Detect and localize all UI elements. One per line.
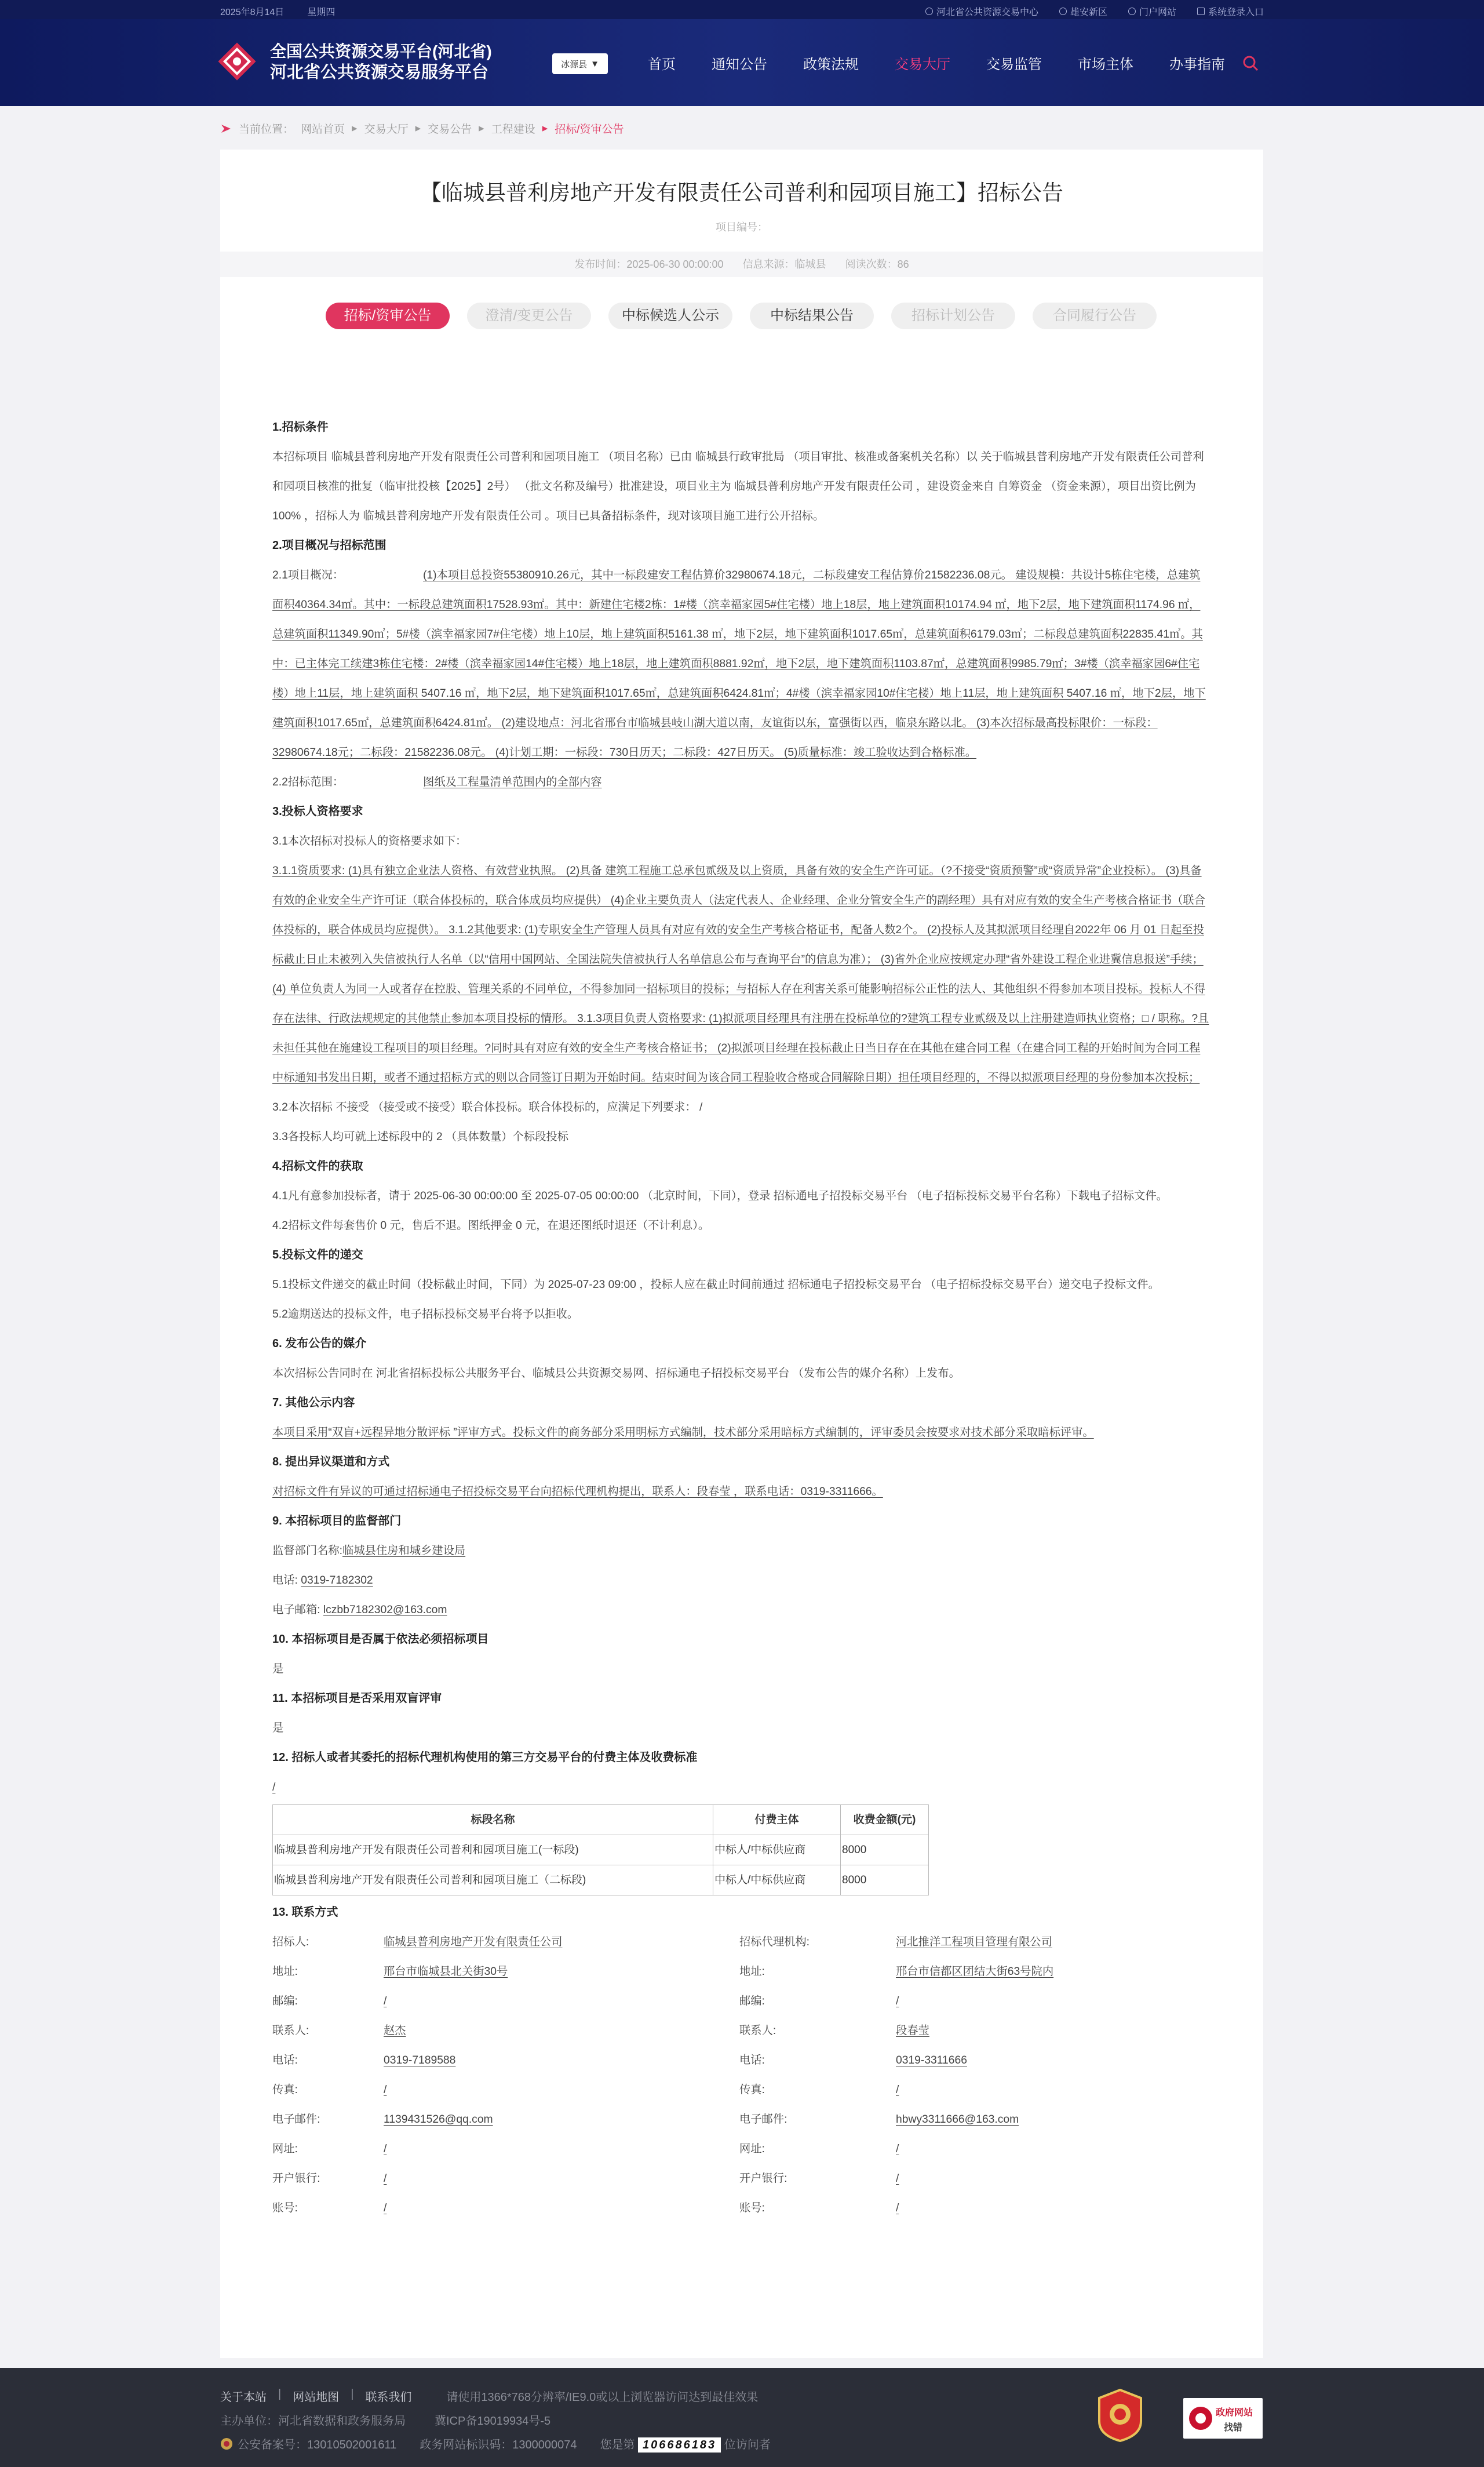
site-name[interactable]	[270, 41, 492, 83]
login-icon	[1197, 8, 1205, 15]
current-weekday: 星期四	[307, 8, 336, 17]
main-nav	[648, 53, 1261, 73]
article-card	[220, 150, 1263, 2358]
tab-clarification: 澄清/变更公告	[467, 303, 591, 329]
crumb-home[interactable]: 网站首页	[301, 123, 345, 136]
tab-contract: 合同履行公告	[1033, 303, 1157, 329]
section-heading: 13. 联系方式	[272, 1906, 338, 1919]
section-heading: 3.投标人资格要求	[272, 805, 363, 818]
top-link-center[interactable]: 河北省公共资源交易中心	[925, 5, 1038, 18]
nav-notices[interactable]: 通知公告	[712, 57, 767, 72]
party-gov-badge-icon[interactable]	[1097, 2389, 1143, 2442]
project-overview: (1)本项目总投资55380910.26元，其中一标段建安工程估算价32980674.18元，二标段建安工程估算价21582236.08元。 建设规模：共设计5栋住宅楼，总建筑面积40364.34㎡。其中：一标段总建筑面积17528.93㎡。其中：新建住宅楼2栋：1#楼（滨幸福家园5#住宅楼）地上18层，地上建筑面积10174.94 ㎡，地下2层，地下建筑面积1174.96 ㎡，总建筑面积11349.90㎡；5#楼（滨幸福家园7#住宅楼）地上10层，地上建筑面积5161.38 ㎡，地下2层，地下建筑面积1017.65㎡，总建筑面积6179.03㎡；二标段总建筑面积22835.41㎡。其中：已主体完工续建3栋住宅楼：2#楼（滨幸福家园14#住宅楼）地上18层，地上建筑面积8881.92㎡，地下2层，地下建筑面积1103.87㎡，总建筑面积9985.79㎡；3#楼（滨幸福家园6#住宅楼）地上11层，地上建筑面积 5407.16 ㎡，地下2层，地下建筑面积1017.65㎡，总建筑面积6424.81㎡；4#楼（滨幸福家园10#住宅楼）地上11层，地上建筑面积 5407.16 ㎡，地下2层，地下建筑面积1017.65㎡，总建筑面积6424.81㎡。 (2)建设地点：河北省邢台市临城县岐山湖大道以南，友谊街以东，富强街以西，临泉东路以北。 (3)本次招标最高投标限价：一标段：32980674.18元；二标段：21582236.08元。 (4)计划工期：一标段：730日历天；二标段：427日历天。 (5)质量标准：竣工验收达到合格标准。	[272, 569, 1206, 759]
site-name-line1: 全国公共资源交易平台(河北省)	[270, 42, 492, 60]
section-heading: 12. 招标人或者其委托的招标代理机构使用的第三方交易平台的付费主体及收费标准	[272, 1751, 698, 1764]
section-heading: 7. 其他公示内容	[272, 1396, 355, 1409]
search-icon[interactable]	[1240, 53, 1261, 74]
scope-row: 2.2招标范围： 图纸及工程量清单范围内的全部内容	[272, 767, 1211, 797]
qualification-text: 3.1.1资质要求: (1)具有独立企业法人资格、有效营业执照。 (2)具备 建筑工程施工总承包贰级及以上资质，具备有效的安全生产许可证。（?不接受“资质预警”或“资质异常”企业投标）。 (3)具备有效的企业安全生产许可证（联合体投标的，联合体成员均应提供） (4)企业主要负责人（法定代表人、企业经理、企业分管安全生产的副经理）具有对应有效的安全生产考核合格证书（联合体投标的，联合体成员均应提供）。 3.1.2其他要求: (1)专职安全生产管理人员具有对应有效的安全生产考核合格证书，配备人数2个。 (2)投标人及其拟派项目经理自2022年 06 月 01 日起至投标截止日止未被列入失信被执行人名单（以“信用中国网站、全国法院失信被执行人名单信息公布与查询平台”的信息为准）； (3)省外企业应按规定办理“省外建设工程企业进冀信息报送”手续； (4) 单位负责人为同一人或者存在控股、管理关系的不同单位，不得参加同一招标项目的投标；与招标人存在利害关系可能影响招标公正性的法人、其他组织不得参加本项目投标。投标人不得存在法律、行政法规规定的其他禁止参加本项目投标的情形。 3.1.3项目负责人资格要求: (1)拟派项目经理具有注册在投标单位的?建筑工程专业贰级及以上注册建造师执业资格；□ / 职称。?且未担任其他在施建设工程项目的项目经理。?同时具有对应有效的安全生产考核合格证书； (2)拟派项目经理在投标截止日当日存在在其他在建合同工程（在建合同工程的开始时间为合同工程中标通知书发出日期，或者不通过招标方式的则以合同签订日期为开始时间。结束时间为该合同工程验收合格或合同解除日期）担任项目经理的，不得以拟派项目经理的身份参加本次投标；	[272, 865, 1209, 1084]
section-heading: 10. 本招标项目是否属于依法必须招标项目	[272, 1633, 489, 1646]
gov-site-error-report-badge[interactable]: 政府网站 找错	[1183, 2398, 1263, 2439]
browser-note: 请使用1366*768分辨率/IE9.0或以上浏览器访问达到最佳效果	[446, 2391, 759, 2404]
tab-tender-notice[interactable]: 招标/资审公告	[326, 303, 450, 329]
globe-icon	[1128, 8, 1136, 15]
site-footer: 关于本站 | 网站地图 | 联系我们 请使用1366*768分辨率/IE9.0或以上浏览器访问达到最佳效果 主办单位：河北省数据和政务服务局 冀ICP备19019934号-5 公安备案号：13010502001611 政务网站标识码：1300000074 您是第 106686183 位访问者 政府网站 找错	[0, 2368, 1484, 2467]
section-heading: 9. 本招标项目的监督部门	[272, 1515, 402, 1527]
project-number: 项目编号：	[716, 221, 768, 233]
announcement-body: 1.招标条件 本招标项目 临城县普利房地产开发有限责任公司普利和园项目施工 （项目名称）已由 临城县行政审批局 （项目审批、核准或备案机关名称）以 关于临城县普利房地产开发有限责任公司普利和园项目核准的批复（临审批投核【2025】2号） （批文名称及编号）批准建设，项目业主为 临城县普利房地产开发有限责任公司 ，建设资金来自 自筹资金 （资金来源），项目出资比例为 100% ，招标人为 临城县普利房地产开发有限责任公司 。项目已具备招标条件，现对该项目施工进行公开招标。 2.项目概况与招标范围 2.1项目概况： (1)本项目总投资55380910.26元，其中一标段建安工程估算价32980674.18元，二标段建安工程估算价21582236.08元。 建设规模：共设计5栋住宅楼，总建筑面积40364.34㎡。其中：一标段总建筑面积17528.93㎡。其中：新建住宅楼2栋：1#楼（滨幸福家园5#住宅楼）地上18层，地上建筑面积10174.94 ㎡，地下2层，地下建筑面积1174.96 ㎡，总建筑面积11349.90㎡；5#楼（滨幸福家园7#住宅楼）地上10层，地上建筑面积5161.38 ㎡，地下2层，地下建筑面积1017.65㎡，总建筑面积6179.03㎡；二标段总建筑面积22835.41㎡。其中：已主体完工续建3栋住宅楼：2#楼（滨幸福家园14#住宅楼）地上18层，地上建筑面积8881.92㎡，地下2层，地下建筑面积1103.87㎡，总建筑面积9985.79㎡；3#楼（滨幸福家园6#住宅楼）地上11层，地上建筑面积 5407.16 ㎡，地下2层，地下建筑面积1017.65㎡，总建筑面积6424.81㎡；4#楼（滨幸福家园10#住宅楼）地上11层，地上建筑面积 5407.16 ㎡，地下2层，地下建筑面积1017.65㎡，总建筑面积6424.81㎡。 (2)建设地点：河北省邢台市临城县岐山湖大道以南，友谊街以东，富强街以西，临泉东路以北。 (3)本次招标最高投标限价：一标段：32980674.18元；二标段：21582236.08元。 (4)计划工期：一标段：730日历天；二标段：427日历天。 (5)质量标准：竣工验收达到合格标准。 2.2招标范围： 图纸及工程量清单范围内的全部内容 3.投标人资格要求 3.1本次招标对投标人的资格要求如下： 3.1.1资质要求: (1)具有独立企业法人资格、有效营业执照。 (2)具备 建筑工程施工总承包贰级及以上资质，具备有效的安全生产许可证。（?不接受“资质预警”或“资质异常”企业投标）。 (3)具备有效的企业安全生产许可证（联合体投标的，联合体成员均应提供） (4)企业主要负责人（法定代表人、企业经理、企业分管安全生产的副经理）具有对应有效的安全生产考核合格证书（联合体投标的，联合体成员均应提供）。 3.1.2其他要求: (1)专职安全生产管理人员具有对应有效的安全生产考核合格证书，配备人数2个。 (2)投标人及其拟派项目经理自2022年 06 月 01 日起至投标截止日止未被列入失信被执行人名单（以“信用中国网站、全国法院失信被执行人名单信息公布与查询平台”的信息为准）； (3)省外企业应按规定办理“省外建设工程企业进冀信息报送”手续； (4) 单位负责人为同一人或者存在控股、管理关系的不同单位，不得参加同一招标项目的投标；与招标人存在利害关系可能影响招标公正性的法人、其他组织不得参加本项目投标。投标人不得存在法律、行政法规规定的其他禁止参加本项目投标的情形。 3.1.3项目负责人资格要求: (1)拟派项目经理具有注册在投标单位的?建筑工程专业贰级及以上注册建造师执业资格；□ / 职称。?且未担任其他在施建设工程项目的项目经理。?同时具有对应有效的安全生产考核合格证书； (2)拟派项目经理在投标截止日当日存在在其他在建合同工程（在建合同工程的开始时间为合同工程中标通知书发出日期，或者不通过招标方式的则以合同签订日期为开始时间。结束时间为该合同工程验收合格或合同解除日期）担任项目经理的，不得以拟派项目经理的身份参加本次投标； 3.2本次招标 不接受 （接受或不接受）联合体投标。联合体投标的，应满足下列要求： / 3.3各投标人均可就上述标段中的 2 （具体数量）个标段投标 4.招标文件的获取 4.1凡有意参加投标者，请于 2025-06-30 00:00:00 至 2025-07-05 00:00:00 （北京时间，下同），登录 招标通电子招投标交易平台 （电子招标投标交易平台名称）下载电子招标文件。 4.2招标文件每套售价 0 元，售后不退。图纸押金 0 元，在退还图纸时退还（不计利息）。 5.投标文件的递交 5.1投标文件递交的截止时间（投标截止时间，下同）为 2025-07-23 09:00 ，投标人应在截止时间前通过 招标通电子招投标交易平台 （电子招标投标交易平台）递交电子投标文件。 5.2逾期送达的投标文件，电子招标投标交易平台将予以拒收。 6. 发布公告的媒介 本次招标公告同时在 河北省招标投标公共服务平台、临城县公共资源交易网、招标通电子招投标交易平台 （发布公告的媒介名称）上发布。 7. 其他公示内容 本项目采用“双盲+远程异地分散评标 ”评审方式。投标文件的商务部分采用明标方式编制，技术部分采用暗标方式编制的，评审委员会按要求对技术部分采取暗标评审。 8. 提出异议渠道和方式 对招标文件有异议的可通过招标通电子招投标交易平台向招标代理机构提出，联系人：段春莹 ，联系电话：0319-3311666。 9. 本招标项目的监督部门 监督部门名称:临城县住房和城乡建设局 电话: 0319-7182302 电子邮箱: lczbb7182302@163.com 10. 本招标项目是否属于依法必须招标项目 是 11. 本招标项目是否采用双盲评审 是 12. 招标人或者其委托的招标代理机构使用的第三方交易平台的付费主体及收费标准 / 标段名称 付费主体 收费金额(元) 临城县普利房地产开发有限责任公司普利和园项目施工(一标段) 中标人/中标供应商 8000 临城县普利房地产开发有限责任公司普利和园项目施工（二标段) 中标人/中标供应商 8000 13. 联系方式 招标人: 临城县普利房地产开发有限责任公司 招标代理机构: 河北推洋工程项目管理有限公司 地址: 邢台市临城县北关街30号 地址: 邢台市信都区团结大街63号院内 邮编: / 邮编: / 联系人: 赵杰 联系人: 段春莹 电话: 0319-7189588 电话: 0319-3311666 传真: / 传真: / 电子邮件: 1139431526@qq.com 电子邮件: hbwy3311666@163.com 网址: / 网址: / 开户银行: / 开户银行: / 账号: / 账号: /	[272, 413, 1211, 2223]
site-logo-icon[interactable]	[216, 40, 258, 83]
nav-supervision[interactable]: 交易监管	[986, 57, 1042, 72]
table-row: 临城县普利房地产开发有限责任公司普利和园项目施工(一标段) 中标人/中标供应商 8000	[273, 1835, 929, 1865]
footer-link-contact[interactable]: 联系我们	[365, 2391, 412, 2404]
emblem-icon	[1188, 2406, 1213, 2431]
visitor-counter: 您是第 106686183 位访问者	[600, 2439, 771, 2451]
table-header-row: 标段名称 付费主体 收费金额(元)	[273, 1805, 929, 1835]
section-heading: 5.投标文件的递交	[272, 1249, 363, 1261]
section-text: 本招标项目 临城县普利房地产开发有限责任公司普利和园项目施工 （项目名称）已由 临城县行政审批局 （项目审批、核准或备案机关名称）以 关于临城县普利房地产开发有限责任公司普利和园项目核准的批复（临审批投核【2025】2号） （批文名称及编号）批准建设，项目业主为 临城县普利房地产开发有限责任公司 ，建设资金来自 自筹资金 （资金来源），项目出资比例为 100% ，招标人为 临城县普利房地产开发有限责任公司 。项目已具备招标条件，现对该项目施工进行公开招标。	[272, 451, 1204, 522]
footer-link-about[interactable]: 关于本站	[220, 2391, 267, 2404]
tender-scope: 图纸及工程量清单范围内的全部内容	[423, 776, 602, 788]
crumb-engineering[interactable]: 工程建设	[491, 123, 535, 136]
fee-table	[272, 1804, 929, 1895]
police-record[interactable]: 公安备案号：13010502001611	[220, 2435, 396, 2452]
globe-icon	[1059, 8, 1067, 15]
tab-plan: 招标计划公告	[891, 303, 1015, 329]
section-heading: 4.招标文件的获取	[272, 1160, 363, 1173]
publish-time: 发布时间：2025-06-30 00:00:00	[574, 259, 724, 270]
nav-guide[interactable]: 办事指南	[1169, 57, 1225, 72]
nav-policy[interactable]: 政策法规	[803, 57, 859, 72]
breadcrumb: 当前位置： 网站首页 ▸ 交易大厅 ▸ 交易公告 ▸ 工程建设 ▸ 招标/资审公告	[220, 121, 624, 136]
contact-grid: 招标人: 临城县普利房地产开发有限责任公司 招标代理机构: 河北推洋工程项目管理有限公司 地址: 邢台市临城县北关街30号 地址: 邢台市信都区团结大街63号院内 邮编: / 邮编: / 联系人: 赵杰 联系人: 段春莹 电话: 0319-7189588 电话: 0319-3311666 传真: / 传真: / 电子邮件: 1139431526@qq.com 电子邮件: hbwy3311666@163.com 网址: / 网址: / 开户银行: / 开户银行: / 账号: / 账号: /	[272, 1936, 1054, 2214]
notice-tabs	[326, 303, 1157, 329]
info-source: 信息来源：临城县	[742, 259, 826, 270]
supervision-dept: 临城县住房和城乡建设局	[342, 1545, 466, 1557]
table-row: 临城县普利房地产开发有限责任公司普利和园项目施工（二标段) 中标人/中标供应商 8000	[273, 1865, 929, 1895]
caret-down-icon: ▼	[590, 59, 599, 69]
section-heading: 11. 本招标项目是否采用双盲评审	[272, 1692, 442, 1705]
chevron-right-icon: ▸	[352, 122, 358, 134]
globe-icon	[925, 8, 933, 15]
police-badge-icon	[220, 2437, 233, 2450]
crumb-trading-hall[interactable]: 交易大厅	[364, 123, 409, 136]
section-heading: 1.招标条件	[272, 421, 329, 434]
location-arrow-icon	[220, 123, 232, 134]
top-link-portal[interactable]: 门户网站	[1128, 5, 1176, 18]
section-heading: 2.项目概况与招标范围	[272, 539, 387, 552]
region-select[interactable]: 冰源县 ▼	[552, 53, 608, 74]
tab-result[interactable]: 中标结果公告	[750, 303, 874, 329]
nav-market-entity[interactable]: 市场主体	[1078, 57, 1133, 72]
supervision-phone: 0319-7182302	[301, 1574, 373, 1587]
page-title: 【临城县普利房地产开发有限责任公司普利和园项目施工】招标公告	[420, 181, 1063, 205]
top-link-xiongan[interactable]: 雄安新区	[1059, 5, 1107, 18]
current-date: 2025年8月14日	[220, 8, 285, 17]
top-bar	[0, 0, 1484, 19]
article-meta	[220, 252, 1263, 277]
site-name-line2: 河北省公共资源交易服务平台	[270, 63, 489, 82]
top-link-login[interactable]: 系统登录入口	[1197, 5, 1264, 18]
footer-link-sitemap[interactable]: 网站地图	[293, 2391, 340, 2404]
site-header	[0, 19, 1484, 106]
gov-site-id: 政务网站标识码：1300000074	[420, 2439, 577, 2451]
crumb-current: 招标/资审公告	[555, 123, 624, 136]
overview-row: 2.1项目概况：	[272, 569, 344, 581]
section-heading: 6. 发布公告的媒介	[272, 1337, 367, 1350]
icp-number[interactable]: 冀ICP备19019934号-5	[435, 2415, 551, 2428]
section-heading: 8. 提出异议渠道和方式	[272, 1456, 390, 1468]
crumb-notices[interactable]: 交易公告	[428, 123, 472, 136]
nav-trading-hall[interactable]: 交易大厅	[895, 57, 950, 72]
sponsor: 主办单位：河北省数据和政务服务局	[220, 2415, 406, 2428]
chevron-right-icon: ▸	[479, 122, 484, 134]
chevron-right-icon: ▸	[542, 122, 548, 134]
view-count: 阅读次数：86	[845, 259, 909, 270]
nav-home[interactable]: 首页	[648, 57, 676, 72]
chevron-right-icon: ▸	[415, 122, 421, 134]
tab-candidates[interactable]: 中标候选人公示	[608, 303, 732, 329]
supervision-email[interactable]: lczbb7182302@163.com	[323, 1604, 447, 1616]
